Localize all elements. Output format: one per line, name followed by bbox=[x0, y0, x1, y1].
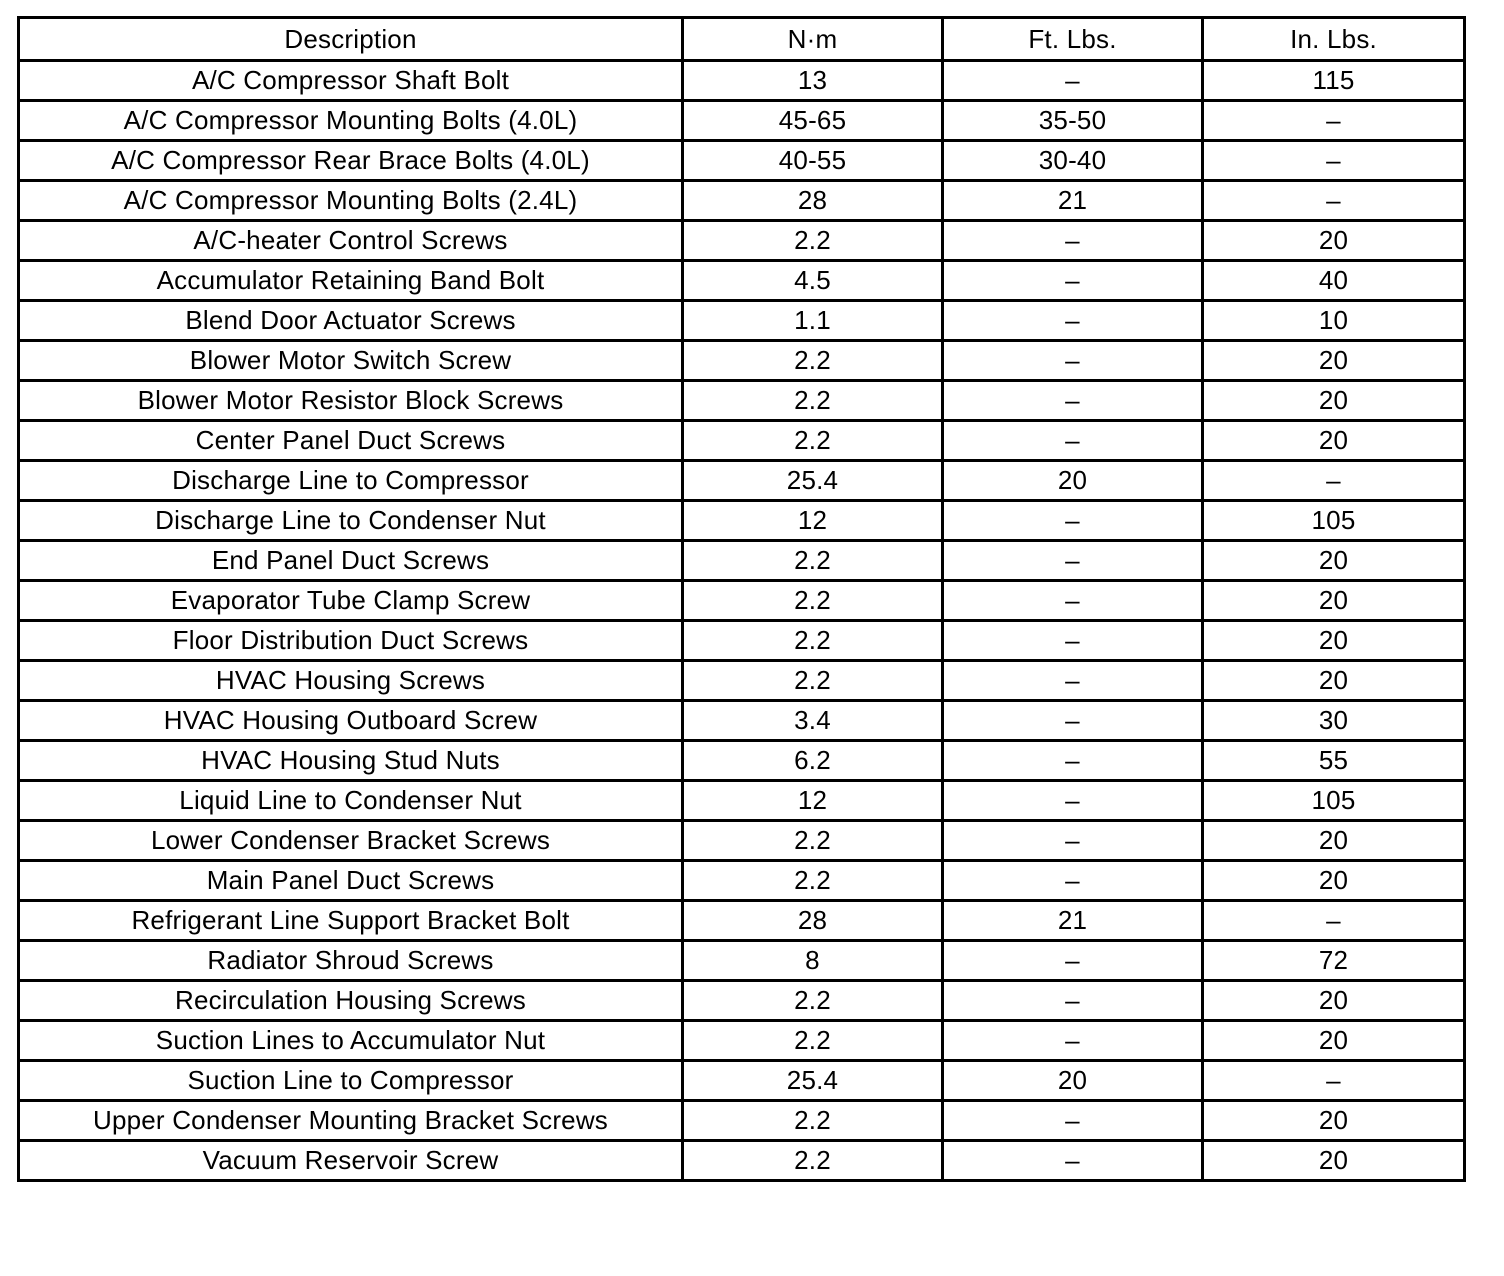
cell-newton-meters: 12 bbox=[683, 781, 943, 821]
table-row bbox=[19, 861, 1465, 901]
table-body bbox=[19, 61, 1465, 1181]
cell-inch-pounds: 115 bbox=[1203, 61, 1465, 101]
table-row bbox=[19, 381, 1465, 421]
cell-newton-meters: 2.2 bbox=[683, 381, 943, 421]
cell-inch-pounds: 30 bbox=[1203, 701, 1465, 741]
table-row bbox=[19, 901, 1465, 941]
cell-foot-pounds: – bbox=[943, 661, 1203, 701]
table-row bbox=[19, 461, 1465, 501]
cell-inch-pounds: 10 bbox=[1203, 301, 1465, 341]
cell-inch-pounds: – bbox=[1203, 461, 1465, 501]
cell-inch-pounds: 20 bbox=[1203, 221, 1465, 261]
cell-newton-meters: 2.2 bbox=[683, 861, 943, 901]
cell-newton-meters: 2.2 bbox=[683, 1141, 943, 1181]
cell-foot-pounds: – bbox=[943, 1141, 1203, 1181]
cell-foot-pounds: 20 bbox=[943, 461, 1203, 501]
cell-newton-meters: 2.2 bbox=[683, 821, 943, 861]
table-row bbox=[19, 421, 1465, 461]
cell-foot-pounds: – bbox=[943, 581, 1203, 621]
table-row bbox=[19, 501, 1465, 541]
table-row bbox=[19, 741, 1465, 781]
cell-description: A/C Compressor Mounting Bolts (4.0L) bbox=[19, 101, 683, 141]
cell-inch-pounds: 20 bbox=[1203, 421, 1465, 461]
cell-inch-pounds: 20 bbox=[1203, 1021, 1465, 1061]
table-row bbox=[19, 621, 1465, 661]
cell-newton-meters: 2.2 bbox=[683, 621, 943, 661]
cell-newton-meters: 2.2 bbox=[683, 981, 943, 1021]
table-row bbox=[19, 1141, 1465, 1181]
cell-description: Center Panel Duct Screws bbox=[19, 421, 683, 461]
table-row bbox=[19, 141, 1465, 181]
cell-description: A/C Compressor Rear Brace Bolts (4.0L) bbox=[19, 141, 683, 181]
cell-foot-pounds: – bbox=[943, 981, 1203, 1021]
table-row bbox=[19, 261, 1465, 301]
cell-inch-pounds: 105 bbox=[1203, 501, 1465, 541]
cell-description: Lower Condenser Bracket Screws bbox=[19, 821, 683, 861]
cell-newton-meters: 2.2 bbox=[683, 541, 943, 581]
cell-description: Vacuum Reservoir Screw bbox=[19, 1141, 683, 1181]
table-row bbox=[19, 221, 1465, 261]
cell-inch-pounds: 105 bbox=[1203, 781, 1465, 821]
cell-description: Blower Motor Resistor Block Screws bbox=[19, 381, 683, 421]
cell-description: Refrigerant Line Support Bracket Bolt bbox=[19, 901, 683, 941]
cell-inch-pounds: 20 bbox=[1203, 581, 1465, 621]
cell-newton-meters: 12 bbox=[683, 501, 943, 541]
cell-newton-meters: 45-65 bbox=[683, 101, 943, 141]
table-row bbox=[19, 1021, 1465, 1061]
cell-inch-pounds: 20 bbox=[1203, 661, 1465, 701]
cell-foot-pounds: 30-40 bbox=[943, 141, 1203, 181]
cell-foot-pounds: – bbox=[943, 421, 1203, 461]
cell-foot-pounds: – bbox=[943, 301, 1203, 341]
table-row bbox=[19, 581, 1465, 621]
cell-description: A/C Compressor Shaft Bolt bbox=[19, 61, 683, 101]
cell-foot-pounds: – bbox=[943, 701, 1203, 741]
cell-newton-meters: 2.2 bbox=[683, 341, 943, 381]
cell-description: Recirculation Housing Screws bbox=[19, 981, 683, 1021]
cell-description: Blend Door Actuator Screws bbox=[19, 301, 683, 341]
cell-inch-pounds: – bbox=[1203, 101, 1465, 141]
cell-newton-meters: 28 bbox=[683, 181, 943, 221]
cell-newton-meters: 1.1 bbox=[683, 301, 943, 341]
cell-inch-pounds: 20 bbox=[1203, 821, 1465, 861]
cell-newton-meters: 25.4 bbox=[683, 461, 943, 501]
table-row bbox=[19, 1101, 1465, 1141]
cell-inch-pounds: 20 bbox=[1203, 1101, 1465, 1141]
cell-newton-meters: 2.2 bbox=[683, 421, 943, 461]
cell-description: End Panel Duct Screws bbox=[19, 541, 683, 581]
table-row bbox=[19, 301, 1465, 341]
column-header-foot-pounds: Ft. Lbs. bbox=[943, 18, 1203, 61]
cell-newton-meters: 2.2 bbox=[683, 1021, 943, 1061]
cell-description: HVAC Housing Stud Nuts bbox=[19, 741, 683, 781]
table-row bbox=[19, 541, 1465, 581]
cell-foot-pounds: – bbox=[943, 821, 1203, 861]
cell-inch-pounds: – bbox=[1203, 901, 1465, 941]
cell-foot-pounds: 21 bbox=[943, 181, 1203, 221]
cell-foot-pounds: – bbox=[943, 1021, 1203, 1061]
cell-description: Suction Line to Compressor bbox=[19, 1061, 683, 1101]
cell-foot-pounds: – bbox=[943, 741, 1203, 781]
table-row bbox=[19, 781, 1465, 821]
cell-foot-pounds: – bbox=[943, 861, 1203, 901]
cell-foot-pounds: – bbox=[943, 221, 1203, 261]
cell-description: HVAC Housing Outboard Screw bbox=[19, 701, 683, 741]
cell-foot-pounds: – bbox=[943, 541, 1203, 581]
cell-newton-meters: 8 bbox=[683, 941, 943, 981]
cell-description: HVAC Housing Screws bbox=[19, 661, 683, 701]
cell-description: Discharge Line to Compressor bbox=[19, 461, 683, 501]
cell-newton-meters: 40-55 bbox=[683, 141, 943, 181]
cell-description: Accumulator Retaining Band Bolt bbox=[19, 261, 683, 301]
cell-newton-meters: 2.2 bbox=[683, 221, 943, 261]
table-row bbox=[19, 61, 1465, 101]
cell-foot-pounds: – bbox=[943, 621, 1203, 661]
column-header-inch-pounds: In. Lbs. bbox=[1203, 18, 1465, 61]
cell-description: A/C Compressor Mounting Bolts (2.4L) bbox=[19, 181, 683, 221]
torque-specifications-table bbox=[17, 16, 1466, 1182]
cell-newton-meters: 13 bbox=[683, 61, 943, 101]
cell-description: Evaporator Tube Clamp Screw bbox=[19, 581, 683, 621]
cell-newton-meters: 2.2 bbox=[683, 1101, 943, 1141]
cell-inch-pounds: 20 bbox=[1203, 861, 1465, 901]
cell-inch-pounds: – bbox=[1203, 1061, 1465, 1101]
cell-newton-meters: 2.2 bbox=[683, 581, 943, 621]
cell-inch-pounds: 20 bbox=[1203, 341, 1465, 381]
cell-foot-pounds: – bbox=[943, 341, 1203, 381]
cell-inch-pounds: 40 bbox=[1203, 261, 1465, 301]
table-row bbox=[19, 1061, 1465, 1101]
cell-description: Radiator Shroud Screws bbox=[19, 941, 683, 981]
cell-newton-meters: 25.4 bbox=[683, 1061, 943, 1101]
cell-inch-pounds: 20 bbox=[1203, 1141, 1465, 1181]
cell-description: Floor Distribution Duct Screws bbox=[19, 621, 683, 661]
cell-foot-pounds: – bbox=[943, 781, 1203, 821]
cell-newton-meters: 6.2 bbox=[683, 741, 943, 781]
table-row bbox=[19, 941, 1465, 981]
table-row bbox=[19, 181, 1465, 221]
cell-inch-pounds: 20 bbox=[1203, 981, 1465, 1021]
cell-inch-pounds: 20 bbox=[1203, 381, 1465, 421]
cell-description: Suction Lines to Accumulator Nut bbox=[19, 1021, 683, 1061]
cell-inch-pounds: – bbox=[1203, 181, 1465, 221]
cell-foot-pounds: 20 bbox=[943, 1061, 1203, 1101]
column-header-newton-meters: N·m bbox=[683, 18, 943, 61]
table-row bbox=[19, 661, 1465, 701]
cell-foot-pounds: – bbox=[943, 941, 1203, 981]
table-row bbox=[19, 821, 1465, 861]
cell-description: Liquid Line to Condenser Nut bbox=[19, 781, 683, 821]
table-row bbox=[19, 101, 1465, 141]
cell-description: Upper Condenser Mounting Bracket Screws bbox=[19, 1101, 683, 1141]
cell-description: A/C-heater Control Screws bbox=[19, 221, 683, 261]
cell-inch-pounds: 20 bbox=[1203, 541, 1465, 581]
table-row bbox=[19, 341, 1465, 381]
cell-foot-pounds: – bbox=[943, 261, 1203, 301]
cell-description: Main Panel Duct Screws bbox=[19, 861, 683, 901]
table-row bbox=[19, 981, 1465, 1021]
header-row bbox=[19, 18, 1465, 61]
cell-foot-pounds: 35-50 bbox=[943, 101, 1203, 141]
cell-foot-pounds: – bbox=[943, 1101, 1203, 1141]
cell-inch-pounds: 55 bbox=[1203, 741, 1465, 781]
cell-description: Discharge Line to Condenser Nut bbox=[19, 501, 683, 541]
cell-newton-meters: 4.5 bbox=[683, 261, 943, 301]
cell-newton-meters: 2.2 bbox=[683, 661, 943, 701]
cell-inch-pounds: 20 bbox=[1203, 621, 1465, 661]
cell-newton-meters: 3.4 bbox=[683, 701, 943, 741]
cell-newton-meters: 28 bbox=[683, 901, 943, 941]
table-row bbox=[19, 701, 1465, 741]
cell-description: Blower Motor Switch Screw bbox=[19, 341, 683, 381]
cell-inch-pounds: 72 bbox=[1203, 941, 1465, 981]
cell-foot-pounds: 21 bbox=[943, 901, 1203, 941]
cell-foot-pounds: – bbox=[943, 61, 1203, 101]
column-header-description: Description bbox=[19, 18, 683, 61]
cell-foot-pounds: – bbox=[943, 501, 1203, 541]
cell-foot-pounds: – bbox=[943, 381, 1203, 421]
cell-inch-pounds: – bbox=[1203, 141, 1465, 181]
